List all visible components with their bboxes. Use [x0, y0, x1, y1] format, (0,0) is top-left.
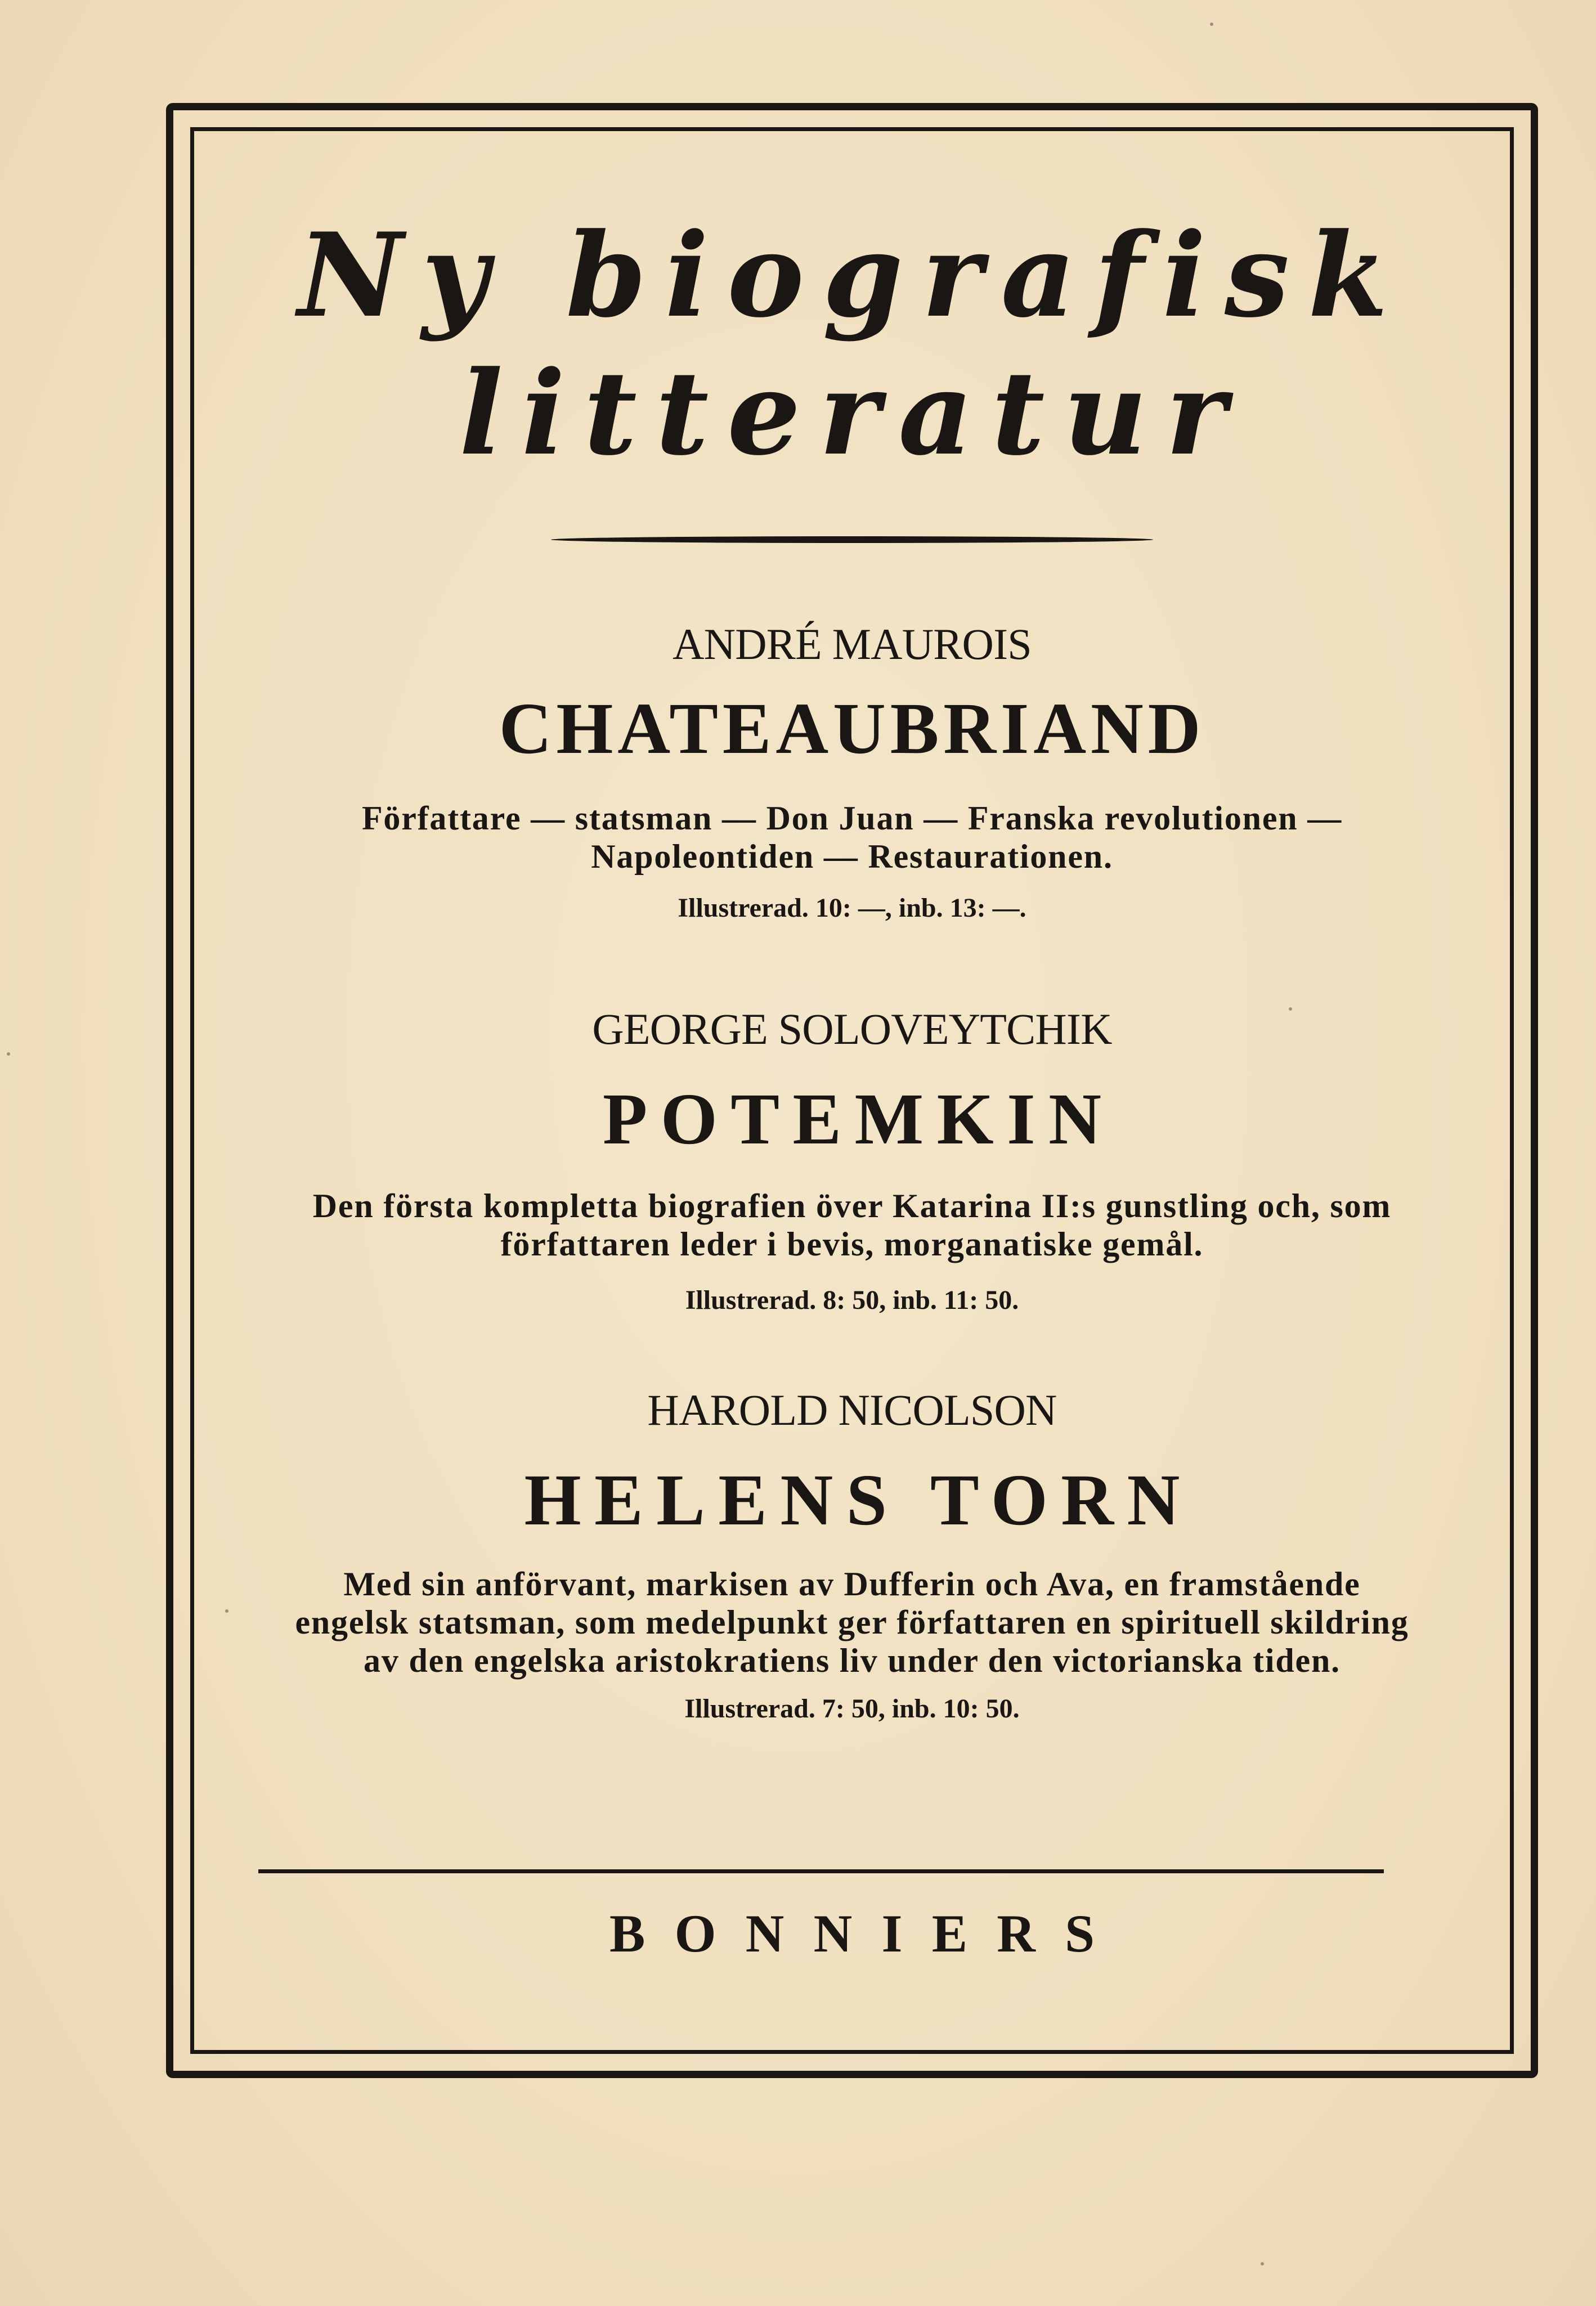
book-author: HAROLD NICOLSON — [647, 1385, 1057, 1434]
book-entry-potemkin — [194, 1004, 1510, 1317]
description-line: Författare — statsman — Don Juan — Franska revolutionen — — [361, 800, 1343, 837]
book-title: POTEMKIN — [602, 1079, 1115, 1160]
book-price: Illustrerad. 10: —, inb. 13: —. — [678, 893, 1026, 923]
title-line-1: Ny biografisk — [298, 208, 1406, 343]
paper-speck — [1289, 1007, 1292, 1011]
title-divider — [551, 536, 1153, 543]
book-entry-chateaubriand — [194, 619, 1510, 925]
book-price: Illustrerad. 7: 50, inb. 10: 50. — [684, 1694, 1020, 1724]
paper-speck — [1210, 23, 1213, 26]
publisher-name: BONNIERS — [609, 1904, 1124, 1963]
book-entry-helens-torn — [194, 1385, 1510, 1726]
book-author: ANDRÉ MAUROIS — [673, 620, 1032, 669]
paper-speck — [7, 1052, 10, 1056]
description-line: av den engelska aristokratiens liv under den victorianska tiden. — [364, 1642, 1341, 1679]
book-description — [284, 1565, 1420, 1680]
footer-divider — [258, 1869, 1384, 1873]
description-line: Napoleontiden — Restaurationen. — [591, 838, 1113, 875]
book-author: GEORGE SOLOVEYTCHIK — [592, 1004, 1112, 1053]
title-line-2: litteratur — [459, 346, 1245, 481]
page-title — [194, 207, 1510, 483]
advertisement — [194, 131, 1510, 2050]
book-title: CHATEAUBRIAND — [499, 688, 1205, 769]
book-title: HELENS TORN — [524, 1460, 1193, 1541]
description-line: Med sin anförvant, markisen av Dufferin och Ava, en framstående — [343, 1565, 1361, 1603]
paper-speck — [1261, 2262, 1264, 2265]
book-description — [284, 799, 1420, 876]
book-description — [284, 1187, 1420, 1263]
paper-speck — [225, 1609, 228, 1613]
description-line: engelsk statsman, som medelpunkt ger författaren en spirituell skildring — [295, 1604, 1409, 1641]
description-line: författaren leder i bevis, morganatiske gemål. — [500, 1226, 1204, 1263]
description-line: Den första kompletta biografien över Katarina II:s gunstling och, som — [312, 1187, 1392, 1224]
book-price: Illustrerad. 8: 50, inb. 11: 50. — [685, 1285, 1019, 1315]
